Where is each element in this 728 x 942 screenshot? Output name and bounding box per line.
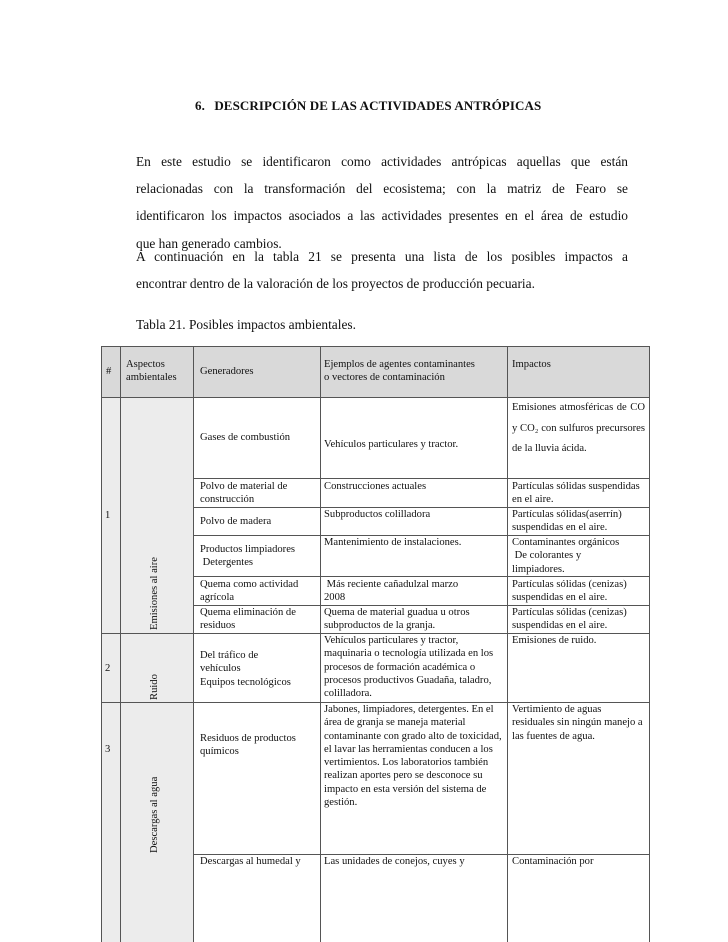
example-cell: Mantenimiento de instalaciones. — [324, 537, 462, 548]
header-generators: Generadores — [200, 366, 254, 377]
table-border — [649, 346, 650, 942]
section-heading — [195, 98, 541, 114]
generator-cell: Quema eliminación de residuos — [200, 607, 296, 632]
generator-cell: Polvo de madera — [200, 516, 272, 527]
aspect-label: Ruido — [149, 674, 160, 700]
num-column-shading — [101, 397, 120, 942]
group-number: 2 — [105, 663, 111, 674]
aspect-label: Emisiones al aire — [149, 557, 160, 630]
impact-cell: Partículas sólidas(aserrín) suspendidas en el aire. — [512, 509, 622, 534]
header-aspect-line: ambientales — [126, 372, 177, 384]
impact-cell: Partículas sólidas suspendidas en el aire. — [512, 481, 640, 506]
generator-cell — [200, 543, 316, 570]
example-cell: Jabones, limpiadores, detergentes. En el área de granja se maneja material contaminante con grado alto de toxicidad, el lavar las herramientas conducen a los vertimientos. Los laboratorios también realizan aportes pero se desconoce su impacto en esta versión del sistema de gestión. — [324, 704, 502, 809]
section-number: 6. — [195, 98, 205, 113]
paragraph-line: que han generado cambios. — [136, 235, 282, 251]
example-cell: Quema de material guadua u otros subproductos de la granja. — [324, 607, 470, 632]
header-aspect — [126, 358, 177, 385]
column-divider — [120, 346, 121, 942]
header-examples-line: Ejemplos de agentes contaminantes — [324, 359, 475, 370]
generator-cell: Residuos de productos químicos — [200, 733, 296, 758]
example-line: Más reciente cañadulzal marzo — [324, 579, 459, 590]
paragraph-line: En este estudio se identificaron como actividades antrópicas aquellas que están — [136, 154, 628, 169]
section-title: DESCRIPCIÓN DE LAS ACTIVIDADES ANTRÓPICAS — [214, 98, 542, 113]
impact-line: Contaminantes orgánicos — [512, 537, 620, 548]
table-border — [101, 346, 102, 942]
generator-line: vehículos — [200, 663, 241, 675]
impact-line: limpiadores. — [512, 563, 565, 575]
group-number: 1 — [105, 510, 111, 521]
impact-cell: Partículas sólidas (cenizas) suspendidas en el aire. — [512, 607, 627, 632]
table-caption: Tabla 21. Posibles impactos ambientales. — [136, 317, 356, 332]
header-examples-line: o vectores de contaminación — [324, 372, 445, 384]
example-cell: Vehículos particulares y tractor. — [324, 439, 459, 450]
header-aspect-line: Aspectos — [126, 359, 165, 370]
column-divider — [507, 346, 508, 942]
generator-cell: Polvo de material de construcción — [200, 481, 288, 506]
column-divider — [320, 346, 321, 942]
aspect-column-shading — [120, 397, 193, 942]
impacts-table — [101, 346, 650, 942]
generator-cell: Descargas al humedal y — [200, 856, 301, 867]
paragraph-line: encontrar dentro de la valoración de los proyectos de producción pecuaria. — [136, 276, 535, 292]
generator-cell: Gases de combustión — [200, 432, 291, 443]
table-border — [101, 346, 650, 347]
example-line: 2008 — [324, 592, 346, 604]
header-impacts: Impactos — [512, 359, 551, 370]
example-cell — [324, 578, 504, 605]
impact-cell — [512, 536, 646, 576]
impact-cell: Emisiones de ruido. — [512, 635, 597, 646]
example-cell: Las unidades de conejos, cuyes y — [324, 856, 465, 867]
generator-line: Del tráfico de — [200, 650, 259, 661]
aspect-label: Descargas al agua — [149, 776, 160, 853]
header-num: # — [106, 366, 112, 377]
example-cell: Construcciones actuales — [324, 481, 427, 492]
impact-cell: Partículas sólidas (cenizas) suspendidas en el aire. — [512, 579, 627, 604]
impact-cell: Emisiones atmosféricas de CO y CO₂ con sulfuros precursores de la lluvia ácida. — [512, 402, 645, 454]
paragraph-line: relacionadas con la transformación del ecosistema; con la matriz de Fearo se — [136, 181, 628, 197]
header-examples — [324, 358, 475, 385]
impact-cell: Contaminación por — [512, 856, 594, 867]
table-intro-paragraph — [136, 243, 628, 297]
row-divider — [193, 576, 650, 577]
row-divider — [193, 478, 650, 479]
column-divider — [193, 346, 194, 942]
generator-line: Detergentes — [200, 557, 254, 569]
impact-line: De colorantes y — [512, 550, 582, 562]
intro-paragraph — [136, 148, 628, 257]
impact-cell: Vertimiento de aguas residuales sin ningún manejo a las fuentes de agua. — [512, 704, 643, 742]
generator-line: Productos limpiadores — [200, 544, 296, 555]
generator-line: Equipos tecnológicos — [200, 676, 291, 688]
paragraph-line: identificaron los impactos asociados a las actividades presentes en el área de estudio — [136, 208, 628, 224]
paragraph-line: A continuación en la tabla 21 se presenta una lista de los posibles impactos a — [136, 249, 628, 264]
example-cell: Vehículos particulares y tractor, maquinaria o tecnología utilizada en los procesos de formación académica o procesos productivos Guadaña, taladro, colilladora. — [324, 635, 494, 700]
example-cell: Subproductos colilladora — [324, 509, 431, 520]
generator-cell — [200, 649, 318, 689]
group-number: 3 — [105, 744, 111, 755]
generator-cell: Quema como actividad agrícola — [200, 579, 299, 604]
